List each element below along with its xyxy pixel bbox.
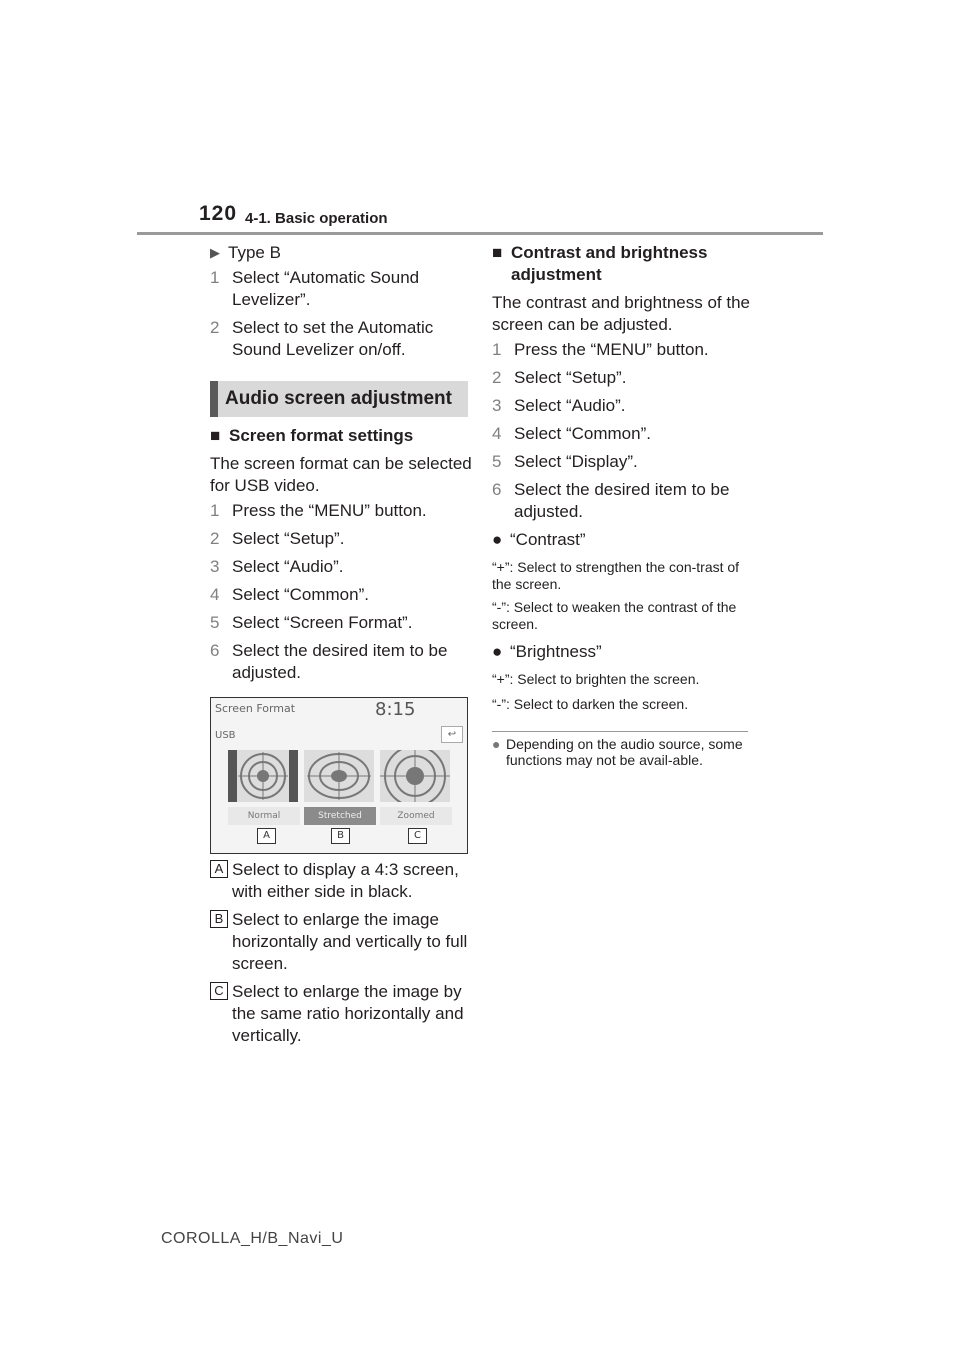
section-heading-box: Audio screen adjustment [210, 381, 468, 417]
type-b-label: ▶ Type B [210, 243, 281, 262]
right-column [492, 242, 754, 768]
step: 1 Press the “MENU” button. [210, 501, 427, 520]
step: 6 Select the desired item to be adjusted. [210, 641, 448, 682]
option-descriptions [210, 859, 472, 1047]
dot-bullet-icon: ● [492, 642, 503, 661]
step: 6 Select the desired item to be adjusted. [492, 480, 730, 521]
stretched-option-button[interactable]: Stretched [304, 807, 376, 825]
callout-b: B [331, 828, 350, 844]
normal-thumbnail-icon [228, 750, 298, 802]
contrast-plus-text: “+”: Select to strengthen the con-trast of the screen. [492, 559, 740, 592]
brightness-plus-text: “+”: Select to brighten the screen. [492, 671, 700, 687]
note: ● Depending on the audio source, some functions may not be avail-able. [492, 736, 743, 768]
step: 5 Select “Display”. [492, 452, 638, 471]
zoomed-thumbnail-icon [380, 750, 450, 802]
stretched-thumbnail-icon [304, 750, 374, 802]
intro-text: The screen format can be selected for USB video. [210, 454, 472, 495]
square-bullet-icon: ■ [492, 243, 503, 262]
back-icon[interactable]: ↩ [441, 726, 463, 743]
header-rule [137, 232, 823, 235]
step: 3 Select “Audio”. [210, 557, 344, 576]
square-bullet-icon: ■ [210, 426, 221, 445]
description-b: B Select to enlarge the image horizontally and vertically to full screen. [210, 909, 472, 975]
dot-bullet-icon: ● [492, 530, 503, 549]
screen-title: Screen Format [215, 702, 296, 715]
step: 5 Select “Screen Format”. [210, 613, 413, 632]
subheading: ■ Contrast and brightness adjustment [492, 243, 708, 284]
description-a: A Select to display a 4:3 screen, with either side in black. [210, 859, 472, 903]
screen-format-screenshot [210, 697, 468, 854]
step: 1 Press the “MENU” button. [492, 340, 709, 359]
normal-option-button[interactable]: Normal [228, 807, 300, 825]
brightness-minus-text: “-”: Select to darken the screen. [492, 696, 689, 712]
note-divider [492, 731, 748, 732]
section-title-header: 4-1. Basic operation [245, 210, 388, 227]
source-label: USB [215, 730, 236, 741]
letter-b-box: B [210, 910, 228, 928]
step: 3 Select “Audio”. [492, 396, 626, 415]
left-column [210, 242, 472, 361]
page-number: 120 [199, 202, 238, 225]
subheading: ■ Screen format settings [210, 426, 414, 445]
zoomed-option-button[interactable]: Zoomed [380, 807, 452, 825]
document-footer: COROLLA_H/B_Navi_U [161, 1230, 344, 1247]
letter-c-box: C [210, 982, 228, 1000]
clock: 8:15 [375, 699, 416, 720]
description-c: C Select to enlarge the image by the same ratio horizontally and vertically. [210, 981, 472, 1047]
letter-a-box: A [210, 860, 228, 878]
note-dot-icon: ● [492, 736, 501, 752]
left-column-lower [210, 425, 472, 684]
intro-text: The contrast and brightness of the screen can be adjusted. [492, 293, 750, 334]
step: 4 Select “Common”. [492, 424, 651, 443]
type-b-step: 1 Select “Automatic Sound Levelizer”. [210, 268, 420, 309]
brightness-item: ● “Brightness” [492, 642, 602, 661]
triangle-bullet-icon: ▶ [210, 245, 220, 260]
step: 2 Select “Setup”. [210, 529, 345, 548]
callout-a: A [257, 828, 276, 844]
callout-c: C [408, 828, 427, 844]
type-b-step: 2 Select to set the Automatic Sound Levelizer on/off. [210, 318, 434, 359]
contrast-minus-text: “-”: Select to weaken the contrast of the screen. [492, 599, 737, 632]
contrast-item: ● “Contrast” [492, 530, 586, 549]
step: 4 Select “Common”. [210, 585, 369, 604]
step: 2 Select “Setup”. [492, 368, 627, 387]
